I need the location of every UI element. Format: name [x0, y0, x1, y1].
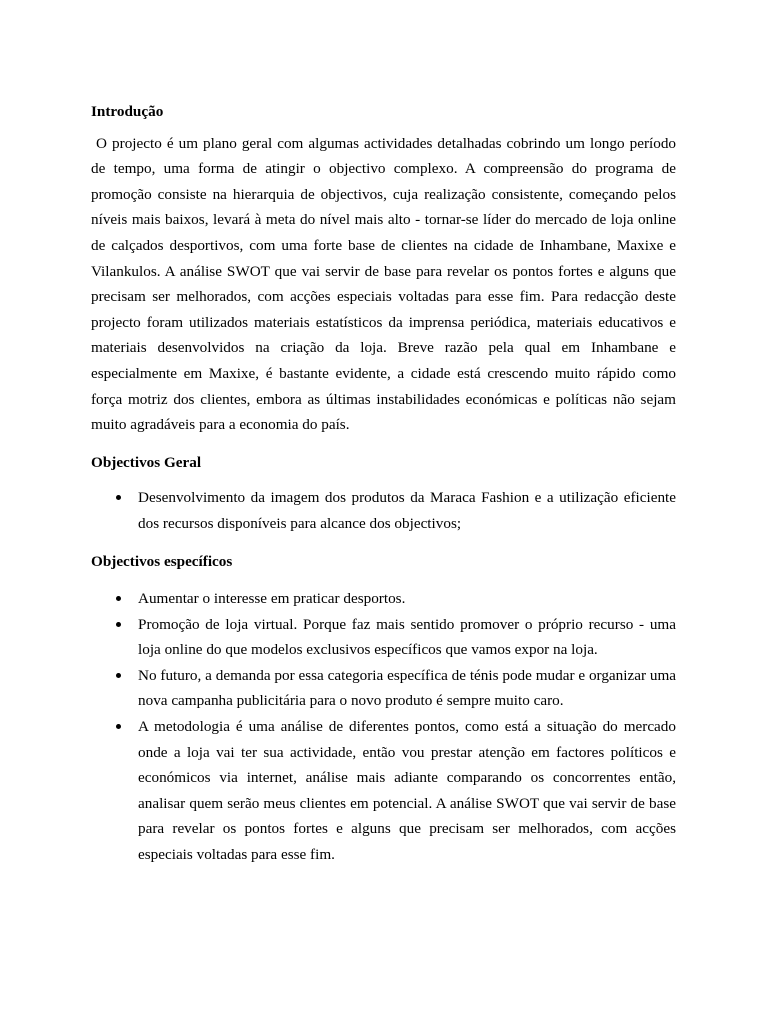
list-item	[91, 485, 676, 536]
bullet-icon	[116, 495, 121, 500]
list-item-text: Aumentar o interesse em praticar desportos.	[138, 590, 406, 608]
intro-heading: Introdução	[91, 103, 164, 120]
list-item	[91, 663, 676, 714]
list-item-text: Desenvolvimento da imagem dos produtos da Maraca Fashion e a utilização eficiente dos recursos disponíveis para alcance dos objectivos;	[138, 489, 676, 532]
list-item	[91, 714, 676, 868]
specific-objectives-heading: Objectivos específicos	[91, 552, 233, 570]
general-objectives-heading: Objectivos Geral	[91, 453, 202, 471]
list-item-text: A metodologia é uma análise de diferentes pontos, como está a situação do mercado onde a loja vai ter sua actividade, então vou prestar atenção em factores políticos e económicos via internet, análise mais adiante comparando os concorrentes então, analisar quem serão meus clientes em potencial. A análise SWOT que vai servir de base para revelar os pontos fortes e alguns que precisam ser melhorados, com acções especiais voltadas para esse fim.	[138, 718, 676, 864]
bullet-icon	[116, 596, 121, 601]
intro-text: O projecto é um plano geral com algumas actividades detalhadas cobrindo um longo período de tempo, uma forma de atingir o objectivo complexo. A compreensão do programa de promoção consiste na hierarquia de objectivos, cuja realização consistente, começando pelos níveis mais baixos, levará à meta do nível mais alto - tornar-se líder do mercado de loja online de calçados desportivos, com uma forte base de clientes na cidade de Inhambane, Maxixe e Vilankulos. A análise SWOT que vai servir de base para revelar os pontos fortes e alguns que precisam ser melhorados, com acções especiais voltadas para esse fim. Para redacção deste projecto foram utilizados materiais estatísticos da imprensa periódica, materiais educativos e materiais desenvolvidos na criação da loja. Breve razão pela qual em Inhambane e especialmente em Maxixe, é bastante evidente, a cidade está crescendo muito rápido como força motriz dos clientes, embora as últimas instabilidades económicas e políticas não sejam muito agradáveis para a economia do país.	[91, 134, 677, 434]
list-item-text: No futuro, a demanda por essa categoria específica de ténis pode mudar e organizar uma nova campanha publicitária para o novo produto é sempre muito caro.	[138, 666, 676, 710]
intro-paragraph	[91, 131, 676, 438]
general-objectives-list	[91, 485, 676, 536]
bullet-icon	[116, 673, 121, 678]
list-item-text: Promoção de loja virtual. Porque faz mais sentido promover o próprio recurso - uma loja online do que modelos exclusivos específicos que vamos expor na loja.	[138, 615, 676, 659]
specific-objectives-list	[91, 586, 676, 868]
document-content	[91, 99, 676, 868]
bullet-icon	[116, 724, 121, 729]
bullet-icon	[116, 622, 121, 627]
list-item	[91, 586, 676, 612]
list-item	[91, 612, 676, 663]
